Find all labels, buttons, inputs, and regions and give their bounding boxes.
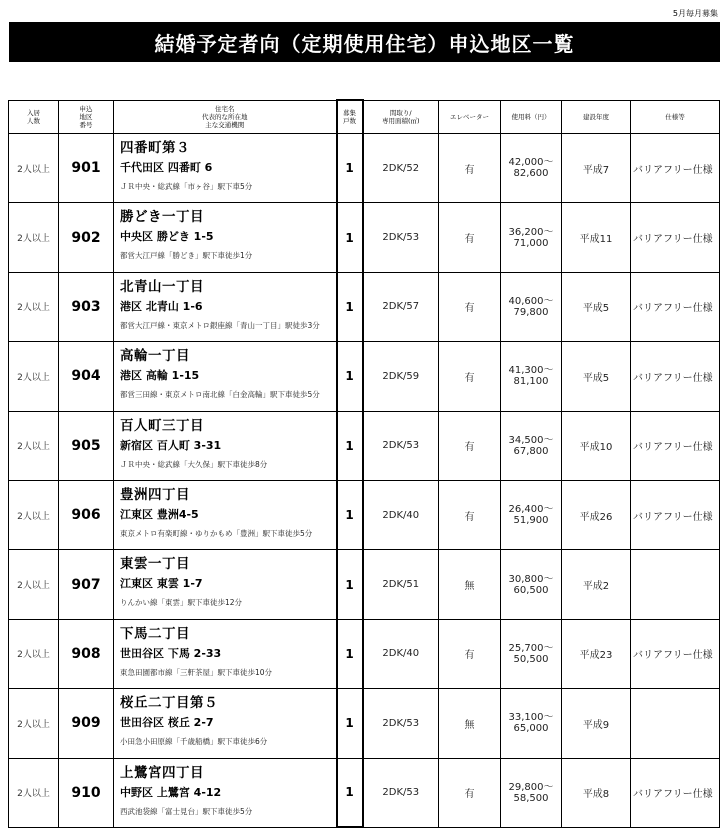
housing-address: 江東区 東雲 1-7 — [120, 577, 203, 591]
fee-low: 29,800〜 — [508, 781, 554, 793]
fee-high: 58,500 — [513, 792, 549, 804]
spec-cell: バリアフリー仕様 — [631, 203, 720, 272]
fee-high: 81,100 — [513, 376, 549, 388]
year-cell: 平成2 — [562, 550, 631, 619]
plan-cell: 2DK/40 — [363, 480, 439, 549]
table-row — [9, 342, 720, 411]
year-cell: 平成26 — [562, 480, 631, 549]
units-cell: 1 — [337, 550, 363, 619]
fee-high: 71,000 — [513, 237, 549, 249]
units-cell: 1 — [337, 689, 363, 758]
housing-name: 下馬二丁目 — [120, 625, 190, 642]
housing-name: 北青山一丁目 — [120, 278, 204, 295]
year-cell: 平成23 — [562, 619, 631, 688]
housing-address: 港区 北青山 1-6 — [120, 299, 203, 313]
header-units: 募集 戸数 — [337, 100, 363, 134]
spec-cell: バリアフリー仕様 — [631, 480, 720, 549]
plan-cell: 2DK/53 — [363, 758, 439, 827]
spec-cell: バリアフリー仕様 — [631, 342, 720, 411]
plan-cell: 2DK/51 — [363, 550, 439, 619]
plan-cell: 2DK/53 — [363, 689, 439, 758]
corner-note: 5月毎月募集 — [672, 9, 718, 18]
persons-cell: 2人以上 — [9, 480, 59, 549]
plan-cell: 2DK/53 — [363, 411, 439, 480]
housing-transit: ＪＲ中央・総武線「市ヶ谷」駅下車5分 — [120, 182, 253, 191]
housing-name: 豊洲四丁目 — [120, 486, 190, 503]
fee-low: 36,200〜 — [508, 226, 554, 238]
elevator-cell: 無 — [439, 689, 501, 758]
spec-cell: バリアフリー仕様 — [631, 758, 720, 827]
housing-cell — [114, 272, 337, 341]
units-cell: 1 — [337, 134, 363, 203]
housing-cell — [114, 689, 337, 758]
year-cell: 平成5 — [562, 342, 631, 411]
spec-cell — [631, 550, 720, 619]
elevator-cell: 有 — [439, 272, 501, 341]
housing-name: 上鷺宮四丁目 — [120, 764, 204, 781]
housing-address: 中野区 上鷺宮 4-12 — [120, 785, 222, 799]
district-number: 909 — [59, 689, 114, 758]
district-number: 904 — [59, 342, 114, 411]
housing-address: 港区 高輪 1-15 — [120, 369, 200, 383]
units-cell: 1 — [337, 480, 363, 549]
fee-cell — [501, 689, 562, 758]
table-row — [9, 411, 720, 480]
year-cell: 平成5 — [562, 272, 631, 341]
plan-cell: 2DK/57 — [363, 272, 439, 341]
persons-cell: 2人以上 — [9, 758, 59, 827]
year-cell: 平成10 — [562, 411, 631, 480]
fee-high: 65,000 — [513, 723, 549, 735]
plan-cell: 2DK/53 — [363, 203, 439, 272]
housing-name: 高輪一丁目 — [120, 348, 190, 365]
spec-cell: バリアフリー仕様 — [631, 134, 720, 203]
fee-cell — [501, 619, 562, 688]
year-cell: 平成11 — [562, 203, 631, 272]
district-number: 908 — [59, 619, 114, 688]
elevator-cell: 有 — [439, 411, 501, 480]
fee-cell — [501, 758, 562, 827]
housing-transit: 都営三田線・東京メトロ南北線「白金高輪」駅下車徒歩5分 — [120, 390, 320, 400]
spec-cell: バリアフリー仕様 — [631, 272, 720, 341]
table-row — [9, 550, 720, 619]
spec-cell: バリアフリー仕様 — [631, 411, 720, 480]
housing-cell — [114, 550, 337, 619]
housing-name: 桜丘二丁目第５ — [120, 695, 218, 712]
housing-name: 四番町第３ — [120, 140, 190, 156]
persons-cell: 2人以上 — [9, 689, 59, 758]
district-number: 907 — [59, 550, 114, 619]
fee-low: 41,300〜 — [508, 365, 554, 377]
housing-address: 千代田区 四番町 6 — [120, 161, 213, 174]
fee-cell — [501, 411, 562, 480]
plan-cell: 2DK/52 — [363, 134, 439, 203]
fee-high: 60,500 — [513, 584, 549, 596]
housing-address: 世田谷区 下馬 2-33 — [120, 646, 222, 660]
housing-transit: 西武池袋線「富士見台」駅下車徒歩5分 — [120, 806, 253, 816]
table-row — [9, 758, 720, 827]
header-district-no: 申込 地区 番号 — [59, 100, 114, 134]
fee-low: 33,100〜 — [508, 712, 554, 724]
persons-cell: 2人以上 — [9, 550, 59, 619]
units-cell: 1 — [337, 272, 363, 341]
elevator-cell: 有 — [439, 134, 501, 203]
header-persons: 入居 人数 — [9, 100, 59, 134]
elevator-cell: 有 — [439, 619, 501, 688]
table-row — [9, 619, 720, 688]
year-cell: 平成8 — [562, 758, 631, 827]
district-number: 906 — [59, 480, 114, 549]
district-table — [8, 99, 720, 828]
housing-name: 百人町三丁目 — [120, 417, 204, 434]
housing-cell — [114, 203, 337, 272]
units-cell: 1 — [337, 758, 363, 827]
fee-low: 42,000〜 — [508, 157, 554, 169]
fee-cell — [501, 203, 562, 272]
units-cell: 1 — [337, 619, 363, 688]
housing-transit: りんかい線「東雲」駅下車徒歩12分 — [120, 598, 243, 608]
district-number: 910 — [59, 758, 114, 827]
housing-transit: 小田急小田原線「千歳船橋」駅下車徒歩6分 — [120, 737, 268, 747]
table-row — [9, 689, 720, 758]
fee-high: 79,800 — [513, 306, 549, 318]
district-number: 905 — [59, 411, 114, 480]
fee-low: 30,800〜 — [508, 573, 554, 585]
header-name: 住宅名 代表的な所在地 主な交通機関 — [114, 100, 337, 134]
plan-cell: 2DK/59 — [363, 342, 439, 411]
persons-cell: 2人以上 — [9, 619, 59, 688]
persons-cell: 2人以上 — [9, 411, 59, 480]
elevator-cell: 有 — [439, 480, 501, 549]
district-number: 903 — [59, 272, 114, 341]
housing-transit: 東急田園都市線「三軒茶屋」駅下車徒歩10分 — [120, 667, 273, 677]
header-plan: 間取り/ 専用面積(㎡) — [363, 100, 439, 134]
housing-cell — [114, 134, 337, 203]
fee-low: 34,500〜 — [508, 434, 554, 446]
year-cell: 平成7 — [562, 134, 631, 203]
housing-transit: ＪＲ中央・総武線「大久保」駅下車徒歩8分 — [120, 459, 268, 469]
fee-cell — [501, 550, 562, 619]
fee-high: 82,600 — [513, 168, 549, 180]
table-row — [9, 203, 720, 272]
housing-name: 東雲一丁目 — [120, 556, 190, 573]
header-fee: 使用料（円） — [501, 100, 562, 134]
fee-cell — [501, 134, 562, 203]
fee-high: 50,500 — [513, 653, 549, 665]
housing-transit: 都営大江戸線「勝どき」駅下車徒歩1分 — [120, 251, 253, 261]
fee-cell — [501, 342, 562, 411]
persons-cell: 2人以上 — [9, 342, 59, 411]
year-cell: 平成9 — [562, 689, 631, 758]
table-row — [9, 480, 720, 549]
housing-transit: 都営大江戸線・東京メトロ銀座線「青山一丁目」駅徒歩3分 — [120, 320, 320, 330]
persons-cell: 2人以上 — [9, 134, 59, 203]
housing-cell — [114, 758, 337, 827]
elevator-cell: 有 — [439, 342, 501, 411]
spec-cell: バリアフリー仕様 — [631, 619, 720, 688]
table-header-row — [9, 100, 720, 134]
elevator-cell: 無 — [439, 550, 501, 619]
housing-cell — [114, 411, 337, 480]
fee-cell — [501, 272, 562, 341]
housing-cell — [114, 480, 337, 549]
elevator-cell: 有 — [439, 203, 501, 272]
housing-address: 江東区 豊洲4-5 — [120, 507, 199, 521]
housing-address: 世田谷区 桜丘 2-7 — [120, 716, 214, 730]
housing-address: 新宿区 百人町 3-31 — [120, 438, 222, 452]
fee-cell — [501, 480, 562, 549]
fee-low: 40,600〜 — [508, 295, 554, 307]
persons-cell: 2人以上 — [9, 272, 59, 341]
persons-cell: 2人以上 — [9, 203, 59, 272]
units-cell: 1 — [337, 411, 363, 480]
elevator-cell: 有 — [439, 758, 501, 827]
fee-low: 25,700〜 — [508, 642, 554, 654]
page-title — [9, 22, 720, 62]
housing-transit: 東京メトロ有楽町線・ゆりかもめ「豊洲」駅下車徒歩5分 — [120, 528, 313, 538]
housing-cell — [114, 619, 337, 688]
district-number: 902 — [59, 203, 114, 272]
table-row — [9, 272, 720, 341]
spec-cell — [631, 689, 720, 758]
header-elevator: エレベーター — [439, 100, 501, 134]
district-number: 901 — [59, 134, 114, 203]
fee-low: 26,400〜 — [508, 504, 554, 516]
units-cell: 1 — [337, 203, 363, 272]
housing-name: 勝どき一丁目 — [120, 209, 204, 226]
header-spec: 仕様等 — [631, 100, 720, 134]
housing-address: 中央区 勝どき 1-5 — [120, 230, 214, 244]
housing-cell — [114, 342, 337, 411]
fee-high: 67,800 — [513, 445, 549, 457]
fee-high: 51,900 — [513, 515, 549, 527]
header-year: 建設年度 — [562, 100, 631, 134]
table-row — [9, 134, 720, 203]
page-title-text: 結婚予定者向（定期使用住宅）申込地区一覧 — [154, 31, 575, 56]
plan-cell: 2DK/40 — [363, 619, 439, 688]
units-cell: 1 — [337, 342, 363, 411]
